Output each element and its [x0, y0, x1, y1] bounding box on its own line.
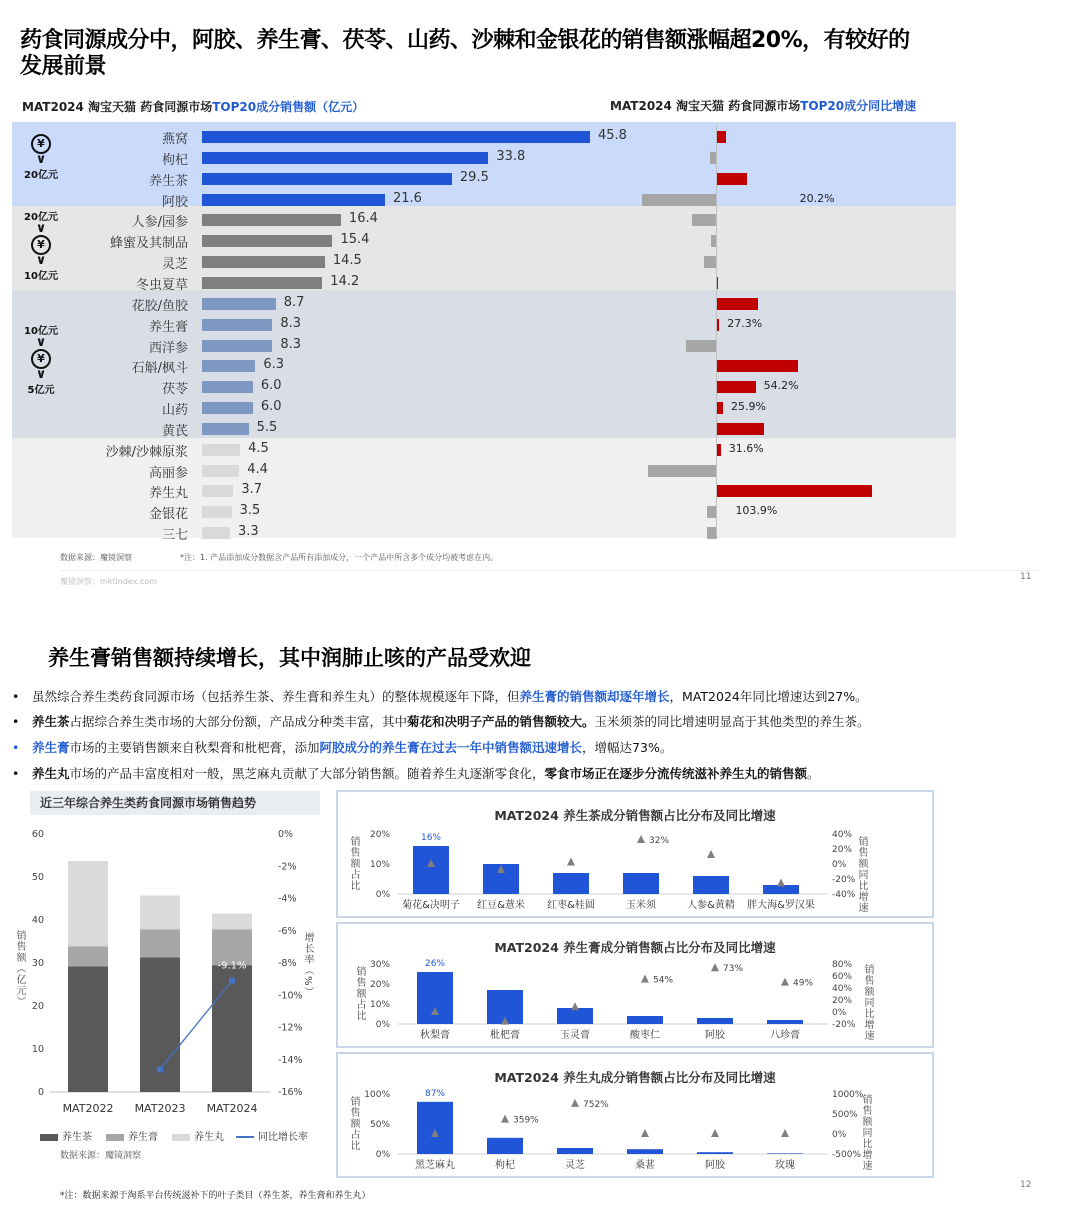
growth-value-label: 20.2% — [799, 191, 835, 205]
trend-y-tick: 40 — [31, 915, 44, 926]
growth-bar — [692, 214, 717, 226]
trend-x-tick: MAT2022 — [62, 1102, 114, 1115]
trend-x-tick: MAT2023 — [134, 1102, 186, 1115]
category-label: 高丽参 — [148, 465, 188, 481]
panel-growth-marker — [707, 850, 715, 858]
sales-value-label: 8.3 — [280, 315, 301, 331]
trend-bar-segment — [68, 966, 108, 1092]
panel-category-label: 枇杷膏 — [490, 1030, 520, 1041]
growth-value-label: 25.9% — [730, 400, 766, 414]
panel-category-label: 灵芝 — [565, 1160, 585, 1171]
category-label: 黄芪 — [161, 423, 188, 439]
sales-bar — [202, 340, 272, 352]
category-label: 茯苓 — [161, 382, 188, 398]
chevron-down-icon: ∨ — [35, 367, 47, 382]
panel-category-label: 秋梨膏 — [420, 1030, 450, 1041]
tier-marker-2 — [16, 208, 66, 282]
panel-marker-label: 49% — [793, 978, 814, 989]
chevron-down-icon: ∨ — [35, 152, 47, 167]
panel-y-tick: 20% — [369, 980, 390, 990]
category-label: 养生丸 — [148, 486, 188, 502]
panel-bar-label: 26% — [424, 959, 446, 969]
slide12-title: 养生膏销售额持续增长，其中润肺止咳的产品受欢迎 — [48, 646, 531, 670]
slide11-note: *注：1. 产品添加成分数据含产品所有添加成分，一个产品中所含多个成分均被考虑在内。 — [180, 553, 499, 562]
slide-separator — [0, 606, 1080, 614]
bullet-4-text-4: 。 — [807, 766, 820, 781]
legend-pill — [172, 1128, 224, 1143]
growth-bar — [717, 173, 747, 185]
trend-y2-tick: -8% — [278, 958, 297, 969]
sales-bar — [202, 173, 452, 185]
paste-ylabel: 销售额占比 — [354, 966, 365, 1021]
tier-3-bottom-label: 5亿元 — [27, 385, 55, 396]
category-label: 阿胶 — [161, 194, 188, 210]
sales-bar — [202, 402, 253, 414]
legend-paste — [106, 1128, 158, 1143]
right-subtitle-highlight: TOP20成分同比增速 — [800, 99, 917, 113]
bullet-symbol: • — [12, 689, 20, 704]
chevron-down-icon: ∨ — [35, 253, 47, 268]
sales-value-label: 15.4 — [340, 232, 370, 248]
growth-bar — [704, 256, 717, 268]
panel-y-tick: 0% — [375, 1150, 390, 1160]
trend-y2-tick: -12% — [278, 1022, 303, 1034]
bullet-symbol: • — [12, 766, 20, 781]
category-label: 养生茶 — [148, 173, 188, 189]
trend-y2-tick: -6% — [278, 925, 297, 937]
panel-share-bar — [767, 1020, 803, 1024]
bullet-1-text-2: 养生膏的销售额却逐年增长 — [519, 689, 670, 704]
tier-1-bottom-label: 20亿元 — [24, 170, 58, 181]
sales-bar — [202, 506, 232, 518]
panel-category-label: 黑芝麻丸 — [415, 1160, 455, 1171]
bullet-1-text-1: 虽然综合养生类药食同源市场（包括养生茶、养生膏和养生丸）的整体规模逐年下降，但 — [32, 689, 520, 704]
panel-y-tick: 0% — [375, 890, 390, 900]
legend-swatch-paste — [106, 1134, 124, 1141]
slide11-source: 数据来源：魔镜洞察 — [60, 553, 132, 562]
panel-y-tick: 0% — [375, 1020, 390, 1030]
bullet-2-text-2: 占据综合养生类市场的大部分份额，产品成分种类丰富，其中 — [69, 714, 408, 729]
category-label: 燕窝 — [161, 132, 188, 147]
pill-panel-chart — [338, 1054, 932, 1176]
trend-y2-tick: -4% — [278, 893, 297, 905]
sales-bar — [202, 152, 488, 164]
slide12-note: *注：数据来源于淘系平台传统滋补下的叶子类目（养生茶，养生膏和养生丸） — [60, 1191, 371, 1201]
trend-bar-segment — [140, 895, 180, 929]
panel-share-bar — [697, 1018, 733, 1024]
sales-bar — [202, 360, 255, 372]
slide11-footer-divider — [60, 570, 1040, 571]
panel-y2-tick: 80% — [832, 960, 853, 970]
panel-category-label: 酸枣仁 — [630, 1030, 660, 1041]
panel-marker-label: 73% — [723, 964, 744, 975]
bullet-2-text-1: 养生茶 — [32, 714, 70, 729]
panel-share-bar — [627, 1016, 663, 1024]
panel-category-label: 胖大海&罗汉果 — [747, 900, 815, 911]
growth-bar — [717, 402, 723, 414]
sales-bar — [202, 256, 325, 268]
sales-bar — [202, 423, 249, 435]
sales-value-label: 14.2 — [330, 273, 360, 289]
sales-bar — [202, 485, 233, 497]
trend-chart — [20, 820, 310, 1120]
bullet-4-text-3: 零食市场正在逐步分流传统滋补养生丸的销售额 — [544, 766, 808, 781]
tier-2-bottom-label: 10亿元 — [24, 271, 58, 282]
trend-bar-segment — [68, 946, 108, 966]
panel-y-tick: 100% — [364, 1090, 390, 1100]
panel-share-bar — [697, 1152, 733, 1154]
trend-y-tick: 60 — [31, 829, 44, 840]
growth-bar — [717, 444, 721, 456]
bullet-3-text-4: ，增幅达73%。 — [582, 740, 673, 755]
trend-y-tick: 20 — [31, 1001, 44, 1012]
category-label: 西洋参 — [148, 340, 188, 356]
panel-category-label: 红枣&桂圆 — [547, 900, 595, 911]
sales-value-label: 14.5 — [332, 253, 362, 269]
panel-growth-marker — [571, 1002, 579, 1010]
panel-growth-marker — [641, 1129, 649, 1137]
legend-tea-label: 养生茶 — [62, 1132, 92, 1143]
panel-growth-marker — [711, 1129, 719, 1137]
sales-value-label: 6.0 — [260, 399, 282, 415]
panel-y2-tick: 0% — [832, 860, 847, 870]
bullet-3-text-1: 养生膏 — [32, 740, 70, 755]
panel-category-label: 阿胶 — [705, 1160, 725, 1171]
panel-marker-label: 752% — [583, 1099, 609, 1110]
tea-panel — [336, 790, 934, 918]
sales-bar — [202, 194, 385, 206]
panel-y2-tick: -20% — [832, 1020, 856, 1030]
panel-category-label: 玫瑰 — [775, 1160, 795, 1171]
growth-value-label: 54.2% — [763, 379, 799, 393]
panel-share-bar — [487, 1138, 523, 1154]
tea-panel-chart — [338, 792, 932, 916]
legend-paste-label: 养生膏 — [128, 1132, 158, 1143]
panel-y2-tick: -20% — [832, 875, 856, 885]
sales-bar — [202, 298, 276, 310]
trend-bar-segment — [68, 861, 108, 946]
panel-y-tick: 10% — [369, 860, 390, 870]
left-subtitle-highlight: TOP20成分销售额（亿元） — [212, 100, 365, 114]
bullet-4-text-2: 市场的产品丰富度相对一般，黑芝麻丸贡献了大部分销售额。随着养生丸逐渐零食化， — [69, 766, 545, 781]
growth-bar — [717, 423, 764, 435]
panel-y2-tick: -500% — [832, 1150, 861, 1160]
category-label: 冬虫夏草 — [135, 277, 188, 293]
category-label: 人参/园参 — [131, 215, 188, 231]
trend-source: 数据来源：魔镜洞察 — [60, 1151, 142, 1161]
sales-bar — [202, 235, 332, 247]
panel-share-bar — [553, 873, 589, 894]
trend-y2-tick: -2% — [278, 861, 297, 873]
growth-bar — [717, 319, 719, 331]
growth-value-label: 31.6% — [728, 441, 764, 455]
panel-bar-label: 16% — [420, 833, 442, 843]
growth-bar — [717, 360, 798, 372]
panel-share-bar — [557, 1148, 593, 1154]
panel-y2-tick: 20% — [832, 996, 853, 1006]
paste-y2label: 销售额同比增速 — [862, 964, 873, 1041]
category-label: 山药 — [161, 403, 188, 419]
panel-growth-marker — [501, 1115, 509, 1123]
chevron-down-icon: ∨ — [35, 221, 47, 236]
sales-bar — [202, 444, 240, 456]
pill-panel-title: MAT2024 养生丸成分销售额占比分布及同比增速 — [494, 1070, 776, 1085]
panel-share-bar — [417, 1102, 453, 1154]
bullet-symbol: • — [12, 714, 20, 729]
sales-bar — [202, 319, 272, 331]
panel-y2-tick: 1000% — [832, 1090, 864, 1100]
bullet-1-text-3: ，MAT2024年同比增速达到27%。 — [669, 689, 868, 704]
pill-ylabel: 销售额占比 — [348, 1096, 359, 1151]
legend-swatch-pill — [172, 1134, 190, 1141]
legend-growth — [236, 1128, 308, 1143]
panel-category-label: 玉米须 — [626, 900, 656, 911]
panel-share-bar — [693, 876, 729, 894]
left-chart-subtitle — [22, 98, 364, 115]
legend-tea — [40, 1128, 92, 1143]
chevron-down-icon: ∨ — [35, 335, 47, 350]
growth-bar — [686, 340, 717, 352]
panel-y2-tick: 60% — [832, 972, 853, 982]
panel-growth-marker — [567, 858, 575, 866]
panel-growth-marker — [711, 963, 719, 971]
panel-y2-tick: 40% — [832, 984, 853, 994]
panel-y2-tick: 40% — [832, 830, 853, 840]
trend-bar-segment — [140, 929, 180, 957]
panel-y-tick: 20% — [369, 830, 390, 840]
trend-growth-marker — [229, 978, 235, 984]
sales-value-label: 33.8 — [496, 148, 526, 164]
panel-y-tick: 30% — [369, 960, 390, 970]
trend-y2-tick: -16% — [278, 1087, 303, 1098]
panel-category-label: 菊花&决明子 — [402, 900, 460, 911]
growth-bar — [717, 485, 872, 497]
category-label: 石斛/枫斗 — [131, 361, 188, 377]
panel-growth-marker — [571, 1099, 579, 1107]
growth-bar — [642, 194, 717, 206]
bullet-3 — [12, 739, 1072, 757]
panel-category-label: 桑葚 — [635, 1160, 655, 1171]
slide11-watermark: 魔镜洞察：mktindex.com — [60, 577, 158, 586]
category-label: 三七 — [161, 528, 188, 544]
legend-swatch-tea — [40, 1134, 58, 1141]
panel-category-label: 玉灵膏 — [560, 1030, 590, 1041]
left-subtitle-prefix: MAT2024 淘宝天猫 药食同源市场 — [22, 100, 213, 114]
panel-y2-tick: 0% — [832, 1130, 847, 1140]
trend-y-tick: 0 — [37, 1087, 44, 1098]
slide11-page-number: 11 — [1020, 572, 1032, 582]
sales-bar — [202, 381, 253, 393]
bullet-1 — [12, 688, 1072, 706]
panel-bar-label: 87% — [424, 1088, 446, 1099]
yen-icon: ¥ — [31, 134, 51, 154]
panel-marker-label: 32% — [649, 836, 670, 846]
bullet-4-text-1: 养生丸 — [32, 766, 70, 781]
panel-marker-label: 54% — [653, 975, 674, 986]
panel-marker-label: 359% — [513, 1115, 539, 1126]
trend-bar-segment — [212, 914, 252, 930]
panel-growth-marker — [637, 835, 645, 843]
sales-value-label: 8.3 — [280, 336, 301, 352]
tier-marker-1 — [16, 134, 66, 181]
panel-share-bar — [413, 846, 449, 894]
sales-value-label: 4.5 — [248, 440, 269, 456]
category-label: 沙棘/沙棘原浆 — [105, 444, 188, 460]
bullet-3-text-2: 市场的主要销售额来自秋梨膏和枇杷膏，添加 — [69, 740, 320, 755]
panel-y2-tick: 500% — [832, 1110, 858, 1120]
category-label: 花胶/鱼胶 — [131, 298, 188, 314]
legend-pill-label: 养生丸 — [194, 1132, 224, 1143]
right-chart-subtitle — [610, 97, 916, 114]
sales-value-label: 6.0 — [260, 378, 282, 394]
trend-y2-tick: 0% — [278, 829, 294, 840]
trend-x-tick: MAT2024 — [206, 1102, 258, 1115]
growth-value-label: 103.9% — [735, 504, 778, 518]
sales-value-label: 5.5 — [256, 419, 278, 435]
panel-share-bar — [623, 873, 659, 894]
trend-chart-y2label: 增长率（%） — [302, 932, 313, 998]
tier-marker-3 — [16, 322, 66, 396]
bullet-4 — [12, 765, 1072, 783]
growth-bar — [717, 381, 756, 393]
tier-3-top-label: 10亿元 — [24, 326, 58, 337]
paste-panel-title: MAT2024 养生膏成分销售额占比分布及同比增速 — [494, 940, 776, 955]
panel-share-bar — [627, 1149, 663, 1154]
sales-value-label: 8.7 — [283, 294, 305, 310]
tea-y2label: 销售额同比增速 — [856, 836, 867, 913]
growth-zero-axis — [716, 124, 717, 536]
panel-category-label: 八珍膏 — [770, 1030, 800, 1041]
sales-value-label: 21.6 — [392, 190, 422, 206]
panel-category-label: 人参&黄精 — [687, 900, 735, 911]
trend-bar-segment — [212, 965, 252, 1092]
category-label: 蜂蜜及其制品 — [109, 236, 188, 252]
sales-value-label: 6.3 — [263, 357, 285, 373]
panel-growth-marker — [781, 1129, 789, 1137]
bullet-2-text-4: 玉米须茶的同比增速明显高于其他类型的养生茶。 — [594, 714, 870, 729]
trend-y-tick: 10 — [31, 1044, 44, 1055]
sales-value-label: 3.5 — [239, 503, 261, 519]
sales-value-label: 3.7 — [241, 482, 263, 498]
category-label: 养生膏 — [148, 319, 188, 335]
category-label: 金银花 — [148, 507, 188, 523]
trend-growth-marker — [157, 1066, 163, 1072]
growth-bar — [648, 465, 717, 477]
sales-value-label: 16.4 — [348, 211, 378, 227]
slide12-page-number: 12 — [1020, 1180, 1032, 1190]
panel-category-label: 红豆&薏米 — [477, 900, 525, 911]
trend-y2-tick: -14% — [278, 1054, 303, 1066]
sales-value-label: 45.8 — [598, 128, 627, 143]
trend-y-tick: 50 — [31, 872, 44, 883]
legend-growth-label: 同比增长率 — [258, 1132, 308, 1143]
slide11-title: 药食同源成分中，阿胶、养生膏、茯苓、山药、沙棘和金银花的销售额涨幅超20%，有较好的发展前景 — [20, 28, 910, 79]
sales-value-label: 29.5 — [459, 169, 489, 185]
trend-chart-title: 近三年综合养生类药食同源市场销售趋势 — [40, 796, 257, 810]
trend-y2-tick: -10% — [278, 990, 303, 1002]
sales-value-label: 4.4 — [247, 461, 268, 477]
pill-y2label: 销售额同比增速 — [860, 1094, 871, 1171]
growth-value-label: 27.3% — [727, 316, 763, 330]
bullet-2 — [12, 713, 1072, 731]
yen-icon: ¥ — [31, 349, 51, 369]
panel-growth-marker — [641, 975, 649, 983]
panel-share-bar — [557, 1008, 593, 1024]
trend-y-tick: 30 — [31, 958, 44, 969]
panel-growth-marker — [781, 978, 789, 986]
sales-bar — [202, 214, 341, 226]
growth-bar — [717, 131, 726, 143]
growth-bar — [717, 277, 718, 289]
legend-swatch-growth — [236, 1136, 254, 1138]
panel-share-bar — [417, 972, 453, 1024]
bullet-symbol: • — [12, 740, 20, 755]
paste-panel-chart — [338, 924, 932, 1046]
growth-bar — [717, 298, 758, 310]
trend-chart-ylabel: 销售额（亿元） — [14, 930, 25, 1007]
panel-y2-tick: -40% — [832, 890, 856, 900]
tea-ylabel: 销售额占比 — [348, 836, 359, 891]
category-label: 枸杞 — [161, 152, 188, 168]
sales-value-label: 3.3 — [237, 524, 259, 540]
bullet-2-text-3: 菊花和决明子产品的销售额较大。 — [407, 714, 595, 729]
yen-icon: ¥ — [31, 235, 51, 255]
bullet-3-text-3: 阿胶成分的养生膏在过去一年中销售额迅速增长 — [319, 740, 583, 755]
panel-share-bar — [767, 1153, 803, 1154]
sales-bar — [202, 131, 590, 143]
paste-panel — [336, 922, 934, 1048]
sales-bar — [202, 465, 239, 477]
sales-bar — [202, 527, 230, 539]
right-subtitle-prefix: MAT2024 淘宝天猫 药食同源市场 — [610, 99, 801, 113]
pill-panel — [336, 1052, 934, 1178]
panel-y-tick: 50% — [369, 1120, 390, 1130]
panel-y2-tick: 20% — [832, 845, 853, 855]
sales-bar — [202, 277, 322, 289]
tier-2-top-label: 20亿元 — [24, 212, 58, 223]
tea-panel-title: MAT2024 养生茶成分销售额占比分布及同比增速 — [494, 808, 776, 823]
trend-growth-label: -9.1% — [217, 960, 247, 972]
category-label: 灵芝 — [161, 257, 188, 273]
panel-y2-tick: 0% — [832, 1008, 847, 1018]
panel-growth-marker — [777, 879, 785, 887]
panel-category-label: 枸杞 — [495, 1160, 515, 1171]
panel-y-tick: 10% — [369, 1000, 390, 1010]
panel-category-label: 阿胶 — [705, 1030, 725, 1041]
